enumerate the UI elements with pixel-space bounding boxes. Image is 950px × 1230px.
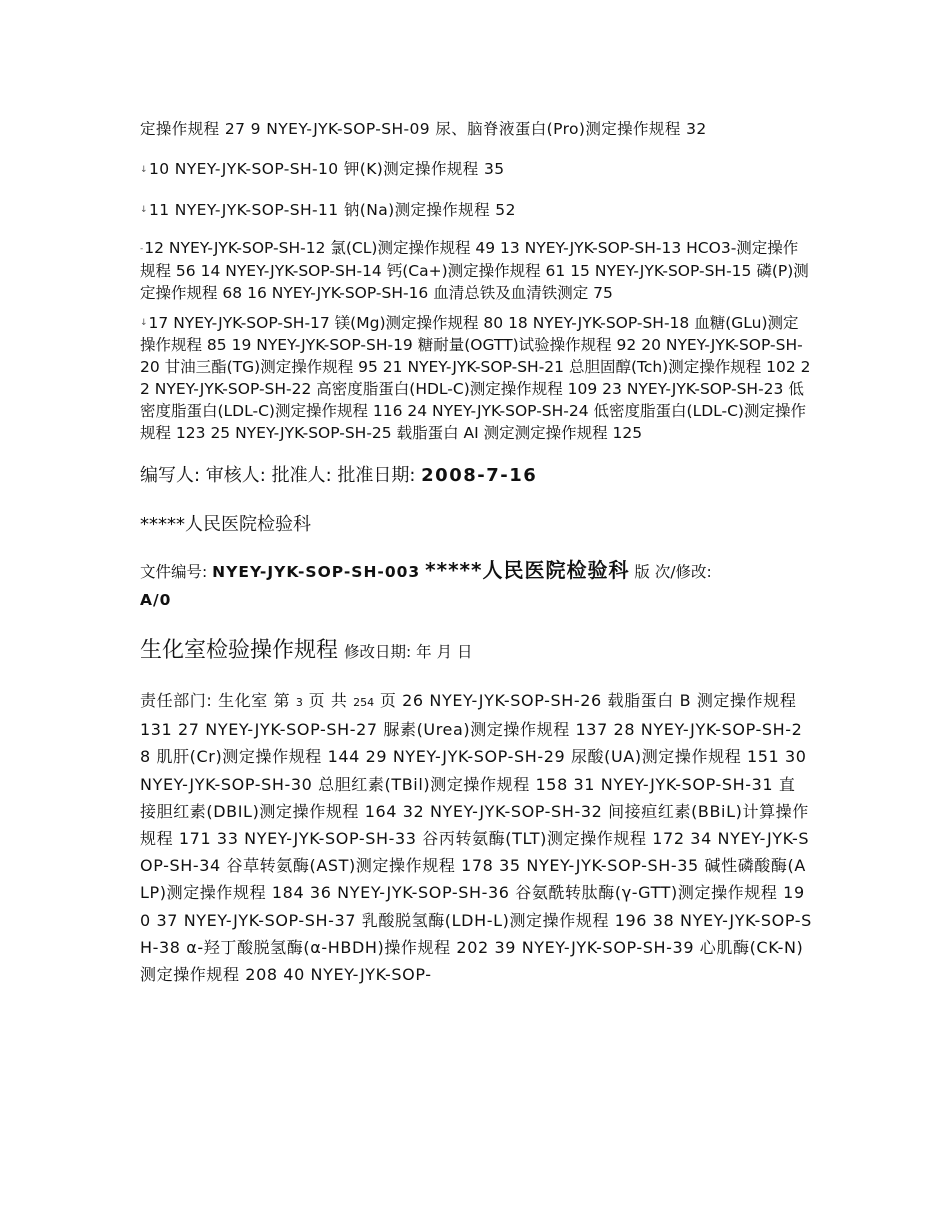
toc-line-11 <box>140 197 812 224</box>
dept-value: 生化室 <box>218 691 268 710</box>
paragraph-mark: ↓ <box>140 164 148 175</box>
revise-date: 修改日期: 年 月 日 <box>344 643 473 661</box>
toc-line-9-text: 定操作规程 27 9 NYEY-JYK-SOP-SH-09 尿、脑脊液蛋白(Pro)测定操作规程 32 <box>140 120 707 138</box>
document-title <box>140 636 812 667</box>
toc-block-12-16 <box>140 237 812 304</box>
hospital-name <box>140 512 812 538</box>
page-title: 生化室检验操作规程 <box>140 638 339 663</box>
toc-block-26-40-text: 26 NYEY-JYK-SOP-SH-26 载脂蛋白 B 测定操作规程 131 27 NYEY-JYK-SOP-SH-27 脲素(Urea)测定操作规程 137 28 NYEY-JYK-SOP-SH-28 肌肝(Cr)测定操作规程 144 29 NYEY-JYK-SOP-SH-29 尿酸(UA)测定操作规程 151 30 NYEY-JYK-SOP-SH-30 总胆红素(TBil)测定操作规程 158 31 NYEY-JYK-SOP-SH-31 直接胆红素(DBIL)测定操作规程 164 32 NYEY-JYK-SOP-SH-32 间接疸红素(BBiL)计算操作规程 171 33 NYEY-JYK-SOP-SH-33 谷丙转氨酶(TLT)测定操作规程 172 34 NYEY-JYK-SOP-SH-34 谷草转氨酶(AST)测定操作规程 178 35 NYEY-JYK-SOP-SH-35 碱性磷酸酶(ALP)测定操作规程 184 36 NYEY-JYK-SOP-SH-36 谷氨酰转肽酶(γ-GTT)测定操作规程 190 37 NYEY-JYK-SOP-SH-37 乳酸脱氢酶(LDH-L)测定操作规程 196 38 NYEY-JYK-SOP-SH-38 α-羟丁酸脱氢酶(α-HBDH)操作规程 202 39 NYEY-JYK-SOP-SH-39 心肌酶(CK-N)测定操作规程 208 40 NYEY-JYK-SOP- <box>140 691 812 985</box>
page-suffix: 页 <box>379 691 397 710</box>
toc-line-9 <box>140 116 812 142</box>
paragraph-mark: ↓ <box>140 318 148 328</box>
hospital-name-text: *****人民医院检验科 <box>140 514 311 535</box>
page-total: 254 <box>353 696 375 709</box>
toc-block-26-40 <box>140 687 812 988</box>
toc-line-10 <box>140 156 812 183</box>
file-info <box>140 556 812 614</box>
dept-label: 责任部门: <box>140 691 213 710</box>
version-value: A/0 <box>140 591 172 609</box>
signature-label: 编写人: 审核人: 批准人: 批准日期: <box>140 465 416 486</box>
toc-block-12-16-text: 12 NYEY-JYK-SOP-SH-12 氯(CL)测定操作规程 49 13 NYEY-JYK-SOP-SH-13 HCO3-测定操作规程 56 14 NYEY-JYK-SOP-SH-14 钙(Ca+)测定操作规程 61 15 NYEY-JYK-SOP-SH-15 磷(P)测定操作规程 68 16 NYEY-JYK-SOP-SH-16 血清总铁及血清铁测定 75 <box>140 239 809 302</box>
toc-line-11-text: 11 NYEY-JYK-SOP-SH-11 钠(Na)测定操作规程 52 <box>148 200 516 219</box>
file-number: NYEY-JYK-SOP-SH-003 <box>212 563 421 581</box>
version-label: 版 次/修改: <box>634 563 712 581</box>
file-number-label: 文件编号: <box>140 563 208 581</box>
page-mid: 页 共 <box>308 691 348 710</box>
signature-line <box>140 462 812 490</box>
file-hospital: *****人民医院检验科 <box>425 558 630 582</box>
toc-block-17-25 <box>140 312 812 445</box>
page-prefix: 第 <box>273 691 291 710</box>
paragraph-mark: ↓ <box>140 205 148 215</box>
document-page <box>140 110 812 988</box>
approval-date: 2008-7-16 <box>421 465 538 486</box>
paragraph-mark: - <box>140 243 144 254</box>
toc-block-17-25-text: 17 NYEY-JYK-SOP-SH-17 镁(Mg)测定操作规程 80 18 NYEY-JYK-SOP-SH-18 血糖(GLu)测定操作规程 85 19 NYEY-JYK-SOP-SH-19 糖耐量(OGTT)试验操作规程 92 20 NYEY-JYK-SOP-SH-20 甘油三酯(TG)测定操作规程 95 21 NYEY-JYK-SOP-SH-21 总胆固醇(Tch)测定操作规程 102 22 NYEY-JYK-SOP-SH-22 高密度脂蛋白(HDL-C)测定操作规程 109 23 NYEY-JYK-SOP-SH-23 低密度脂蛋白(LDL-C)测定操作规程 116 24 NYEY-JYK-SOP-SH-24 低密度脂蛋白(LDL-C)测定操作规程 123 25 NYEY-JYK-SOP-SH-25 载脂蛋白 AI 测定测定操作规程 125 <box>140 313 811 442</box>
page-number: 3 <box>295 696 303 709</box>
toc-line-10-text: 10 NYEY-JYK-SOP-SH-10 钾(K)测定操作规程 35 <box>148 160 505 178</box>
